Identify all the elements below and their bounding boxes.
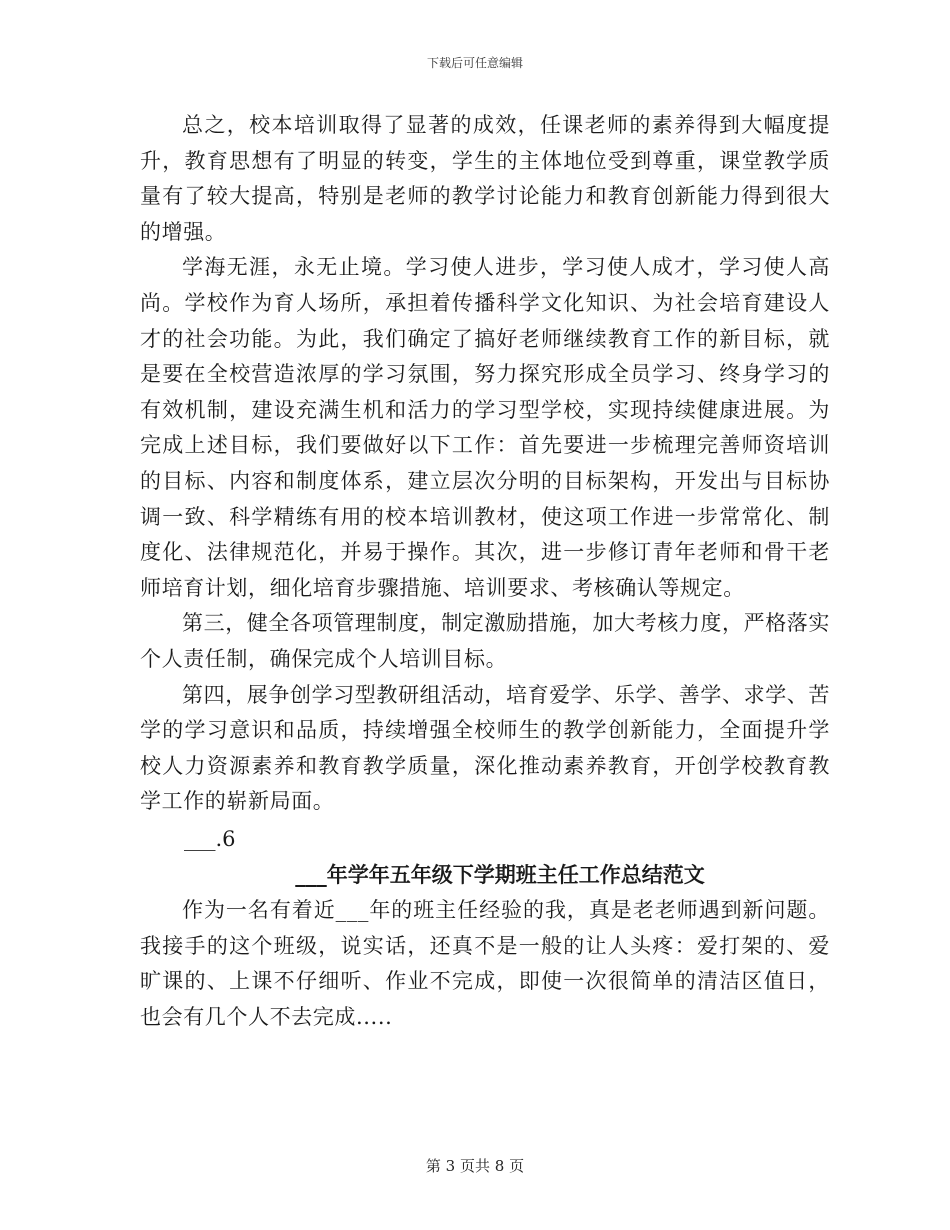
paragraph-fourth: 第四，展争创学习型教研组活动，培育爱学、乐学、善学、求学、苦学的学习意识和品质，持续增强全校师生的教学创新能力，全面提升学校人力资源素养和教育教学质量，深化推动素养教育，开创学校教育教学工作的崭新局面。 <box>140 682 830 814</box>
section-title: ___年学年五年级下学期班主任工作总结范文 <box>295 862 705 888</box>
paragraph-learning-goals: 学海无涯，永无止境。学习使人进步，学习使人成才，学习使人高尚。学校作为育人场所，承担着传播科学文化知识、为社会培育建设人才的社会功能。为此，我们确定了搞好老师继续教育工作的新目标，就是要在全校营造浓厚的学习氛围，努力探究形成全员学习、终身学习的有效机制，建设充满生机和活力的学习型学校，实现持续健康进展。为完成上述目标，我们要做好以下工作：首先要进一步梳理完善师资培训的目标、内容和制度体系，建立层次分明的目标架构，开发出与目标协调一致、科学精练有用的校本培训教材，使这项工作进一步常常化、制度化、法律规范化，并易于操作。其次，进一步修订青年老师和骨干老师培育计划，细化培育步骤措施、培训要求、考核确认等规定。 <box>140 255 830 600</box>
paragraph-summary: 总之，校本培训取得了显著的成效，任课老师的素养得到大幅度提升，教育思想有了明显的转变，学生的主体地位受到尊重，课堂教学质量有了较大提高，特别是老师的教学讨论能力和教育创新能力得到很大的增强。 <box>140 113 830 244</box>
paragraph-third: 第三，健全各项管理制度，制定激励措施，加大考核力度，严格落实个人责任制，确保完成个人培训目标。 <box>140 611 830 671</box>
paragraph-intro: 作为一名有着近___年的班主任经验的我，真是老老师遇到新问题。我接手的这个班级，说实话，还真不是一般的让人头疼：爱打架的、爱旷课的、上课不仔细听、作业不完成，即使一次很简单的清洁区值日，也会有几个人不去完成..... <box>140 898 830 1029</box>
section-number: ___.6 <box>184 826 236 851</box>
document-body <box>140 108 830 1035</box>
page-footer: 第 3 页共 8 页 <box>425 1157 525 1175</box>
page-header: 下载后可任意编辑 <box>426 56 523 70</box>
